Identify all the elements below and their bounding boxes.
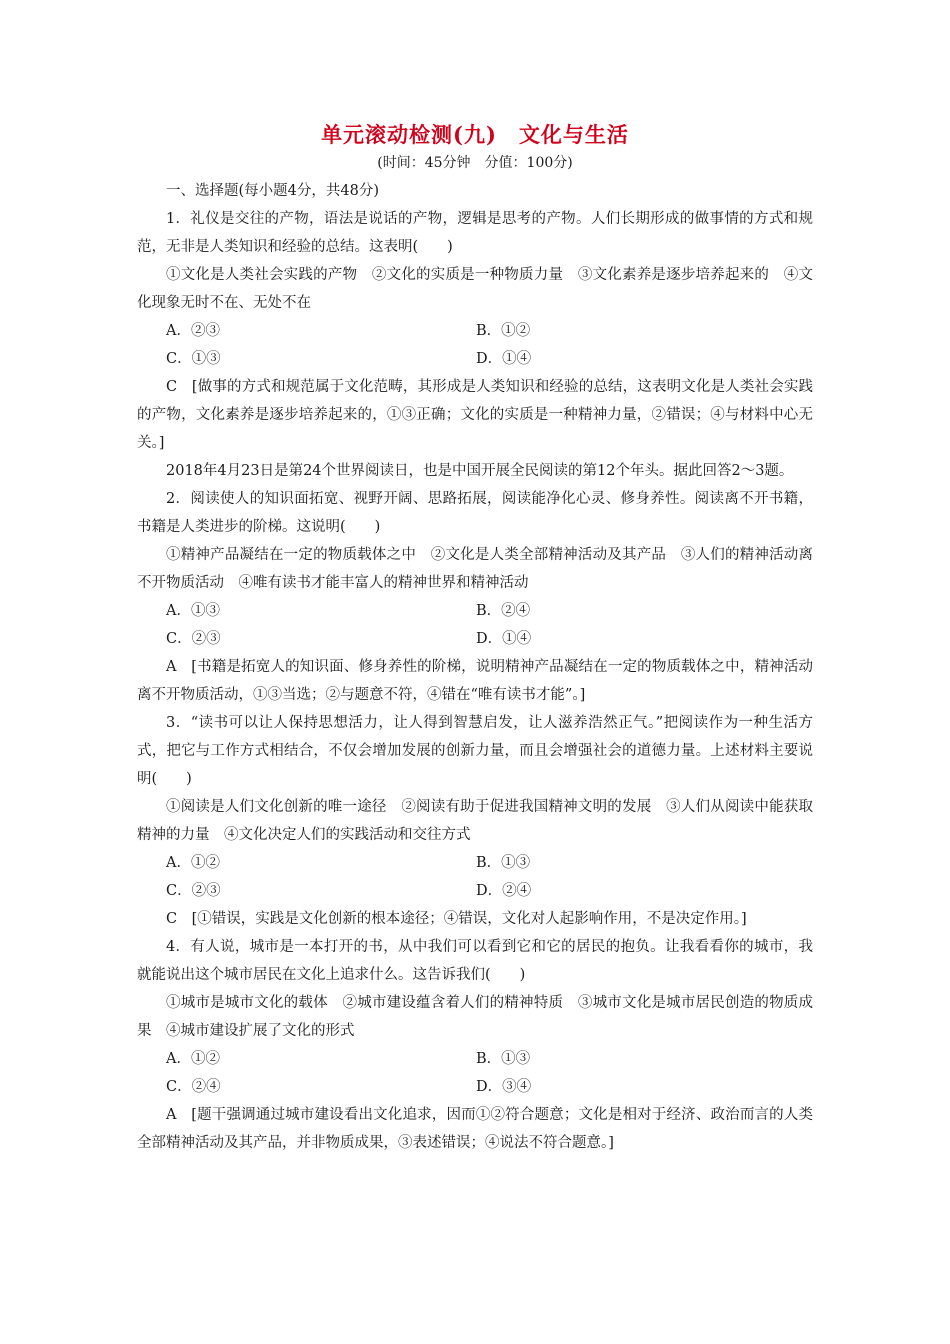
option-c: C．②③ [166, 631, 221, 647]
option-a: A．②③ [166, 323, 220, 339]
option-c: C．②③ [166, 883, 221, 899]
question-3 [137, 709, 813, 933]
options-row-2 [137, 345, 813, 373]
question-2 [137, 485, 813, 709]
options-row-1 [137, 597, 813, 625]
option-d: D．①④ [476, 631, 532, 647]
question-4 [137, 933, 813, 1157]
page-subtitle: (时间：45分钟 分值：100分) [377, 155, 573, 171]
question-statements: ①阅读是人们文化创新的唯一途径 ②阅读有助于促进我国精神文明的发展 ③人们从阅读中能获取精神的力量 ④文化决定人们的实践活动和交往方式 [137, 799, 813, 843]
question-stem: 1．礼仪是交往的产物，语法是说话的产物，逻辑是思考的产物。人们长期形成的做事情的方式和规范，无非是人类知识和经验的总结。这表明( ) [137, 211, 813, 255]
option-a: A．①③ [166, 603, 220, 619]
question-stem: 2．阅读使人的知识面拓宽、视野开阔、思路拓展，阅读能净化心灵、修身养性。阅读离不开书籍，书籍是人类进步的阶梯。这说明( ) [137, 491, 813, 535]
material-intro: 2018年4月23日是第24个世界阅读日，也是中国开展全民阅读的第12个年头。据此回答2～3题。 [166, 463, 794, 479]
option-b: B．①③ [476, 855, 531, 871]
answer-explanation: A [题干强调通过城市建设看出文化追求，因而①②符合题意；文化是相对于经济、政治而言的人类全部精神活动及其产品，并非物质成果，③表述错误；④说法不符合题意。] [137, 1107, 813, 1151]
question-stem: 3．“读书可以让人保持思想活力，让人得到智慧启发，让人滋养浩然正气。”把阅读作为一种生活方式，把它与工作方式相结合，不仅会增加发展的创新力量，而且会增强社会的道德力量。上述材料主要说明( ) [137, 715, 813, 787]
section-heading: 一、选择题(每小题4分，共48分) [166, 183, 379, 199]
option-d: D．③④ [476, 1079, 532, 1095]
answer-explanation: C [做事的方式和规范属于文化范畴，其形成是人类知识和经验的总结，这表明文化是人类社会实践的产物，文化素养是逐步培养起来的，①③正确；文化的实质是一种精神力量，②错误；④与材料中心无关。] [137, 379, 813, 451]
question-1 [137, 205, 813, 457]
options-row-1 [137, 849, 813, 877]
option-b: B．②④ [476, 603, 531, 619]
question-statements: ①城市是城市文化的载体 ②城市建设蕴含着人们的精神特质 ③城市文化是城市居民创造的物质成果 ④城市建设扩展了文化的形式 [137, 995, 813, 1039]
option-a: A．①② [166, 1051, 220, 1067]
option-d: D．①④ [476, 351, 532, 367]
option-d: D．②④ [476, 883, 532, 899]
answer-explanation: A [书籍是拓宽人的知识面、修身养性的阶梯，说明精神产品凝结在一定的物质载体之中，精神活动离不开物质活动，①③当选；②与题意不符，④错在“唯有读书才能”。] [137, 659, 813, 703]
page-title: 单元滚动检测(九) 文化与生活 [321, 122, 629, 147]
option-b: B．①③ [476, 1051, 531, 1067]
option-a: A．①② [166, 855, 220, 871]
option-c: C．①③ [166, 351, 221, 367]
options-row-2 [137, 877, 813, 905]
options-row-2 [137, 1073, 813, 1101]
question-stem: 4．有人说，城市是一本打开的书，从中我们可以看到它和它的居民的抱负。让我看看你的城市，我就能说出这个城市居民在文化上追求什么。这告诉我们( ) [137, 939, 813, 983]
document-page [137, 120, 813, 1157]
question-statements: ①文化是人类社会实践的产物 ②文化的实质是一种物质力量 ③文化素养是逐步培养起来的 ④文化现象无时不在、无处不在 [137, 267, 813, 311]
options-row-1 [137, 317, 813, 345]
options-row-2 [137, 625, 813, 653]
option-c: C．②④ [166, 1079, 221, 1095]
answer-explanation: C [①错误，实践是文化创新的根本途径；④错误，文化对人起影响作用，不是决定作用。] [166, 911, 747, 927]
options-row-1 [137, 1045, 813, 1073]
option-b: B．①② [476, 323, 531, 339]
question-statements: ①精神产品凝结在一定的物质载体之中 ②文化是人类全部精神活动及其产品 ③人们的精神活动离不开物质活动 ④唯有读书才能丰富人的精神世界和精神活动 [137, 547, 813, 591]
